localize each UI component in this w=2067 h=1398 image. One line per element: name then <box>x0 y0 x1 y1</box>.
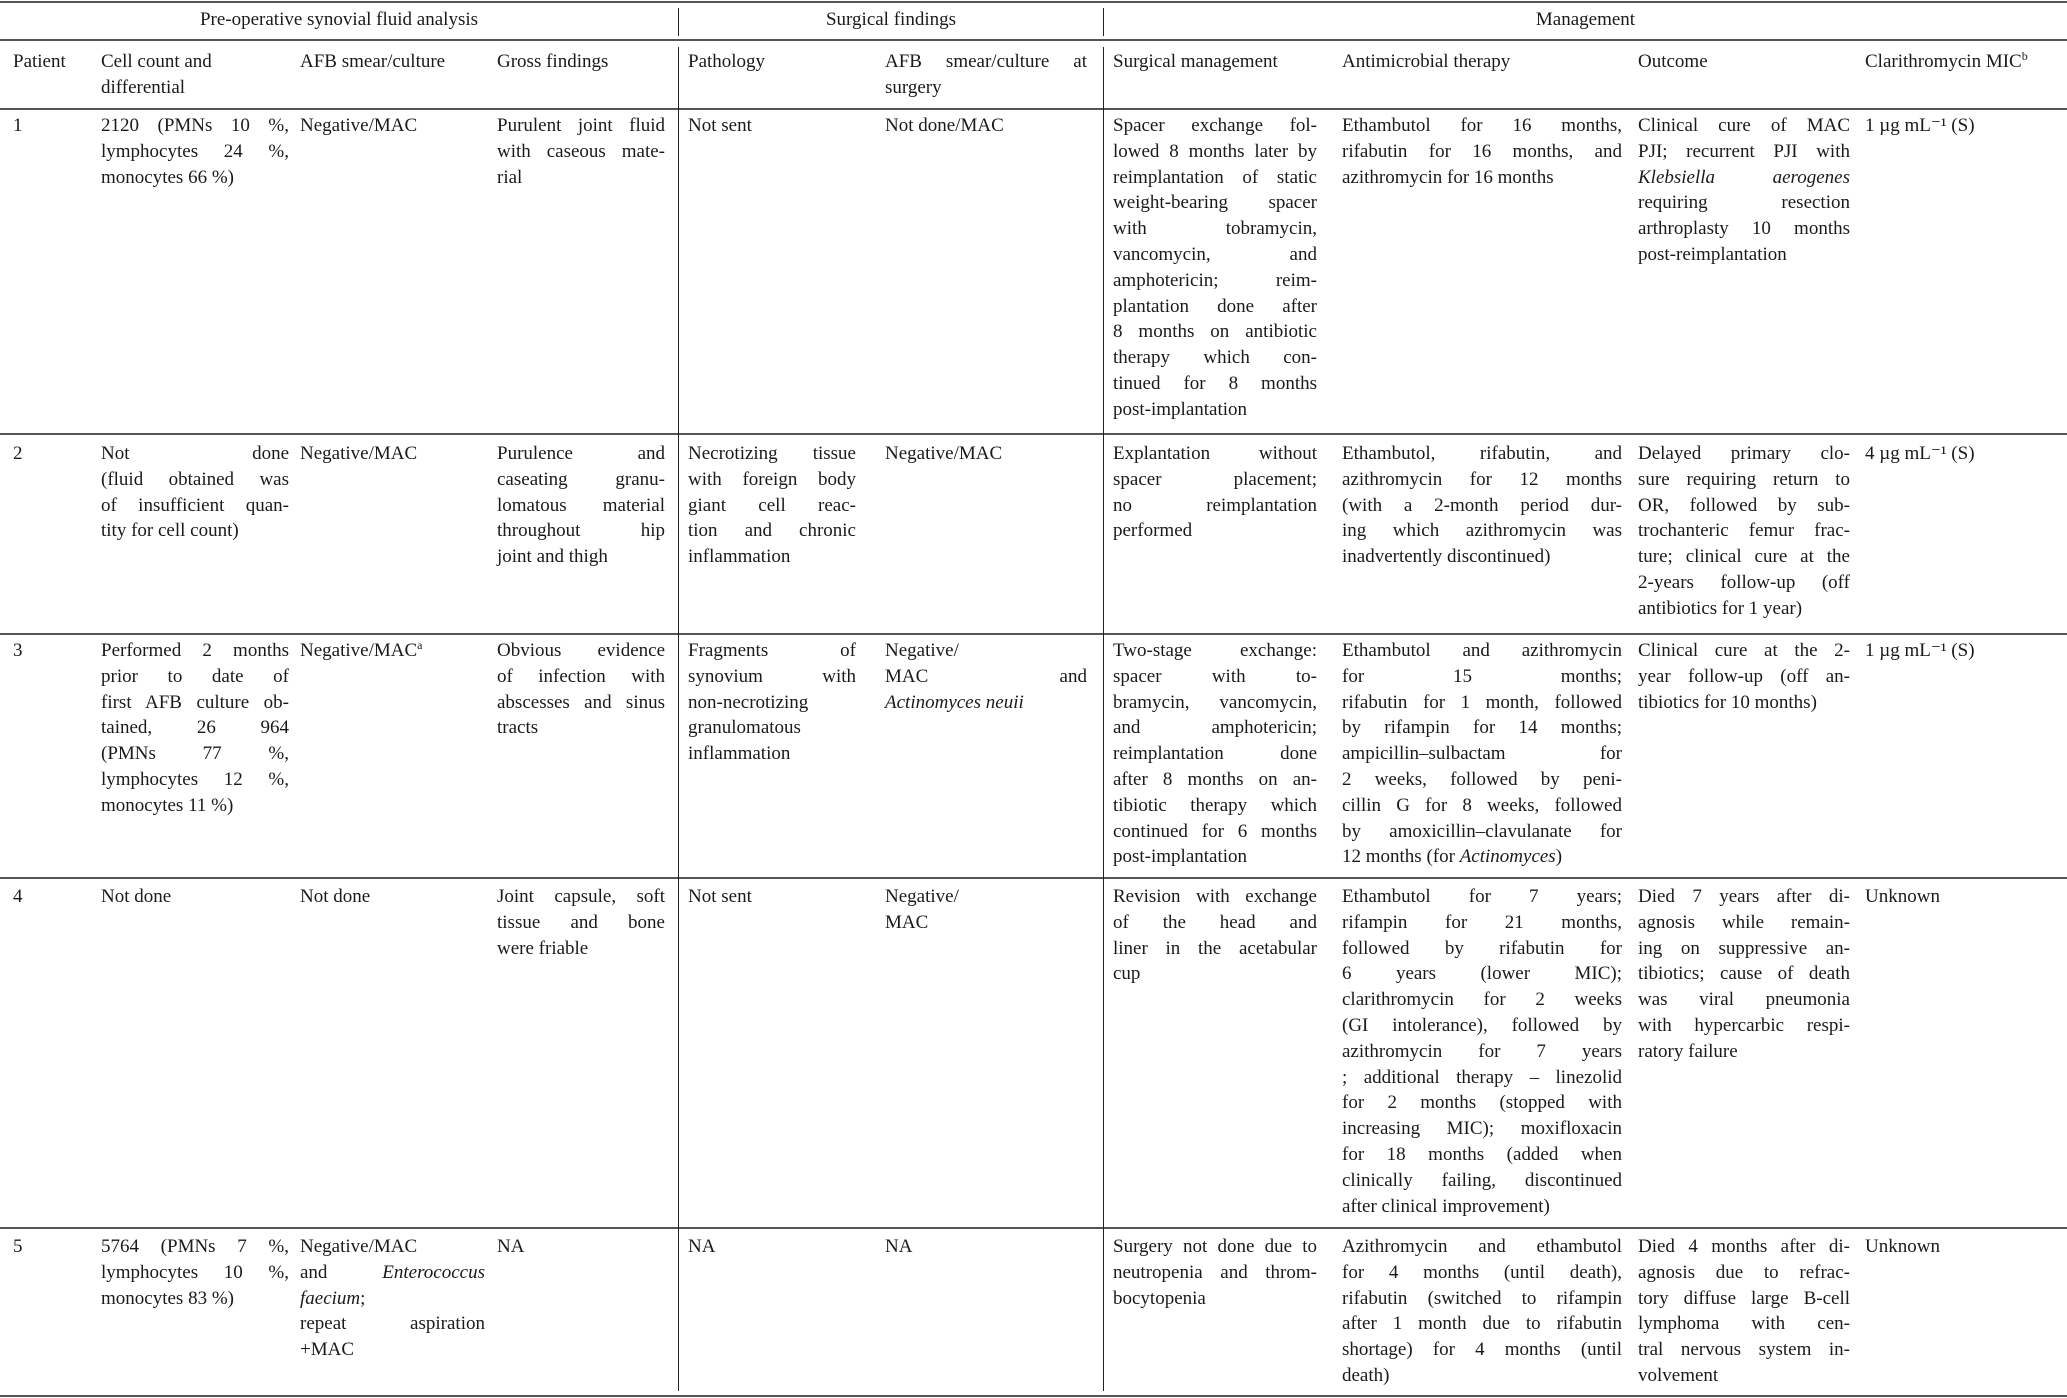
cell-mic: Unknown <box>1865 886 1940 907</box>
cell-patient: 2 <box>13 443 23 464</box>
header-antimicrobial-therapy: Antimicrobial therapy <box>1342 51 1511 72</box>
cell-surgical-management: Two-stage exchange: spacer with to- bramycin, vancomycin, and amphotericin; reimplantation done after 8 months on an- tibiotic therapy which continued for 6 months post-implantation <box>1113 640 1317 868</box>
footnote-marker-a: a <box>417 638 423 652</box>
column-divider-1 <box>678 47 679 1391</box>
cell-patient: 1 <box>13 115 23 136</box>
cell-surgical-management: Revision with exchange of the head and liner in the acetabular cup <box>1113 886 1317 985</box>
cell-pathology: Fragments of synovium with non-necrotizing granulomatous inflammation <box>688 640 856 765</box>
cell-outcome: Died 4 months after di- agnosis due to refrac- tory diffuse large B-cell lymphoma with cen- tral nervous system in- volvement <box>1638 1236 1850 1386</box>
column-header-rule <box>0 108 2067 110</box>
cell-cell-count: 5764 (PMNs 7 %, lymphocytes 10 %, monocytes 83 %) <box>101 1236 289 1309</box>
header-patient: Patient <box>13 51 66 72</box>
row-separator-4 <box>0 1227 2067 1229</box>
header-pathology: Pathology <box>688 51 766 72</box>
header-outcome: Outcome <box>1638 51 1708 72</box>
cell-mic: Unknown <box>1865 1236 1940 1257</box>
cell-afb-preop: Negative/MAC <box>300 115 418 136</box>
cell-cell-count: Not done (fluid obtained was of insufficient quan- tity for cell count) <box>101 443 289 542</box>
footnote-marker-b: b <box>2021 49 2028 63</box>
cell-outcome: Clinical cure at the 2- year follow-up (off an- tibiotics for 10 months) <box>1638 640 1850 713</box>
cell-pathology: Not sent <box>688 886 752 907</box>
cell-outcome: Delayed primary clo- sure requiring return to OR, followed by sub- trochanteric femur frac- ture; clinical cure at the 2-years follow-up (off antibiotics for 1 year) <box>1638 443 1850 619</box>
cell-gross: NA <box>497 1236 525 1257</box>
cell-gross: Purulence and caseating granu- lomatous material throughout hip joint and thigh <box>497 443 665 568</box>
row-separator-2 <box>0 633 2067 635</box>
cell-outcome: Clinical cure of MAC PJI; recurrent PJI with Klebsiella aerogenes requiring resection arthroplasty 10 months post-reimplantation <box>1638 115 1850 265</box>
top-rule <box>0 1 2067 3</box>
cell-gross: Joint capsule, soft tissue and bone were friable <box>497 886 665 959</box>
row-separator-3 <box>0 877 2067 879</box>
bottom-rule <box>0 1395 2067 1397</box>
cell-antimicrobial: Ethambutol, rifabutin, and azithromycin for 12 months (with a 2-month period dur- ing which azithromycin was inadvertently discontinued) <box>1342 443 1622 568</box>
header-clarithromycin-mic: Clarithromycin MIC$^b$ <box>1865 49 2028 72</box>
cell-mic: 4 µg mL⁻¹ (S) <box>1865 443 1975 464</box>
header-afb-preop: AFB smear/culture <box>300 51 446 72</box>
cell-afb-preop: Negative/MAC <box>300 443 418 464</box>
cell-cell-count: Performed 2 months prior to date of first AFB culture ob- tained, 26 964 (PMNs 77 %, lymphocytes 12 %, monocytes 11 %) <box>101 640 289 816</box>
cell-afb-preop: Negative/MAC$^a$ <box>300 638 423 661</box>
cell-surgical-management: Surgery not done due to neutropenia and throm- bocytopenia <box>1113 1236 1317 1309</box>
cell-cell-count: 2120 (PMNs 10 %, lymphocytes 24 %, monocytes 66 %) <box>101 115 289 188</box>
cell-afb-surgery: Negative/MAC <box>885 443 1003 464</box>
cell-antimicrobial: Ethambutol for 16 months, rifabutin for 16 months, and azithromycin for 16 months <box>1342 115 1622 188</box>
row-separator-1 <box>0 433 2067 435</box>
group-header-surgical: Surgical findings <box>825 9 956 30</box>
cell-afb-surgery: Not done/MAC <box>885 115 1004 136</box>
cell-antimicrobial: Ethambutol and azithromycin for 15 months; rifabutin for 1 month, followed by rifampin for 14 months; ampicillin–sulbactam for 2 weeks, followed by peni- cillin G for 8 weeks, followed by amoxicillin–clavulanate for 12 months (for Actinomyces) <box>1342 640 1622 868</box>
cell-pathology: Not sent <box>688 115 752 136</box>
cell-patient: 4 <box>13 886 23 907</box>
group-header-rule <box>0 39 2067 41</box>
cell-gross: Purulent joint fluid with caseous mate- rial <box>497 115 665 188</box>
cell-afb-surgery: Negative/ MAC and Actinomyces neuii <box>885 640 1087 713</box>
cell-antimicrobial: Azithromycin and ethambutol for 4 months (until death), rifabutin (switched to rifampin after 1 month due to rifabutin shortage) for 4 months (until death) <box>1342 1236 1622 1386</box>
cell-mic: 1 µg mL⁻¹ (S) <box>1865 115 1975 136</box>
cell-afb-preop: Negative/MAC and Enterococcus faecium; repeat aspiration +MAC <box>300 1236 485 1361</box>
cell-surgical-management: Spacer exchange fol- lowed 8 months later by reimplantation of static weight-bearing spacer with tobramycin, vancomycin, and amphotericin; reim- plantation done after 8 months on antibiotic therapy which con- tinued for 8 months post-implantation <box>1113 115 1317 420</box>
cell-antimicrobial: Ethambutol for 7 years; rifampin for 21 months, followed by rifabutin for 6 years (lower MIC); clarithromycin for 2 weeks (GI intolerance), followed by azithromycin for 7 years ; additional therapy – linezolid for 2 months (stopped with increasing MIC); moxifloxacin for 18 months (added when clinically failing, discontinued after clinical improvement) <box>1342 886 1622 1217</box>
cell-surgical-management: Explantation without spacer placement; no reimplantation performed <box>1113 443 1317 542</box>
cell-cell-count: Not done <box>101 886 172 907</box>
cell-gross: Obvious evidence of infection with abscesses and sinus tracts <box>497 640 665 739</box>
header-cell-count: Cell count and differential <box>101 51 212 98</box>
cell-afb-preop: Not done <box>300 886 371 907</box>
cell-afb-surgery: Negative/ MAC <box>885 886 959 933</box>
cell-patient: 5 <box>13 1236 23 1257</box>
header-afb-surgery: AFB smear/culture at surgery <box>885 51 1087 98</box>
group-header-management: Management <box>1535 9 1636 30</box>
cell-afb-surgery: NA <box>885 1236 913 1257</box>
header-surgical-management: Surgical management <box>1113 51 1278 72</box>
cell-outcome: Died 7 years after di- agnosis while remain- ing on suppressive an- tibiotics; cause of death was viral pneumonia with hypercarbic respi- ratory failure <box>1638 886 1850 1062</box>
cell-mic: 1 µg mL⁻¹ (S) <box>1865 640 1975 661</box>
header-gross-findings: Gross findings <box>497 51 609 72</box>
cell-pathology: Necrotizing tissue with foreign body giant cell reac- tion and chronic inflammation <box>688 443 856 568</box>
cell-pathology: NA <box>688 1236 716 1257</box>
cell-patient: 3 <box>13 640 23 661</box>
group-header-preop: Pre-operative synovial fluid analysis <box>199 9 479 30</box>
column-divider-2 <box>1103 47 1104 1391</box>
